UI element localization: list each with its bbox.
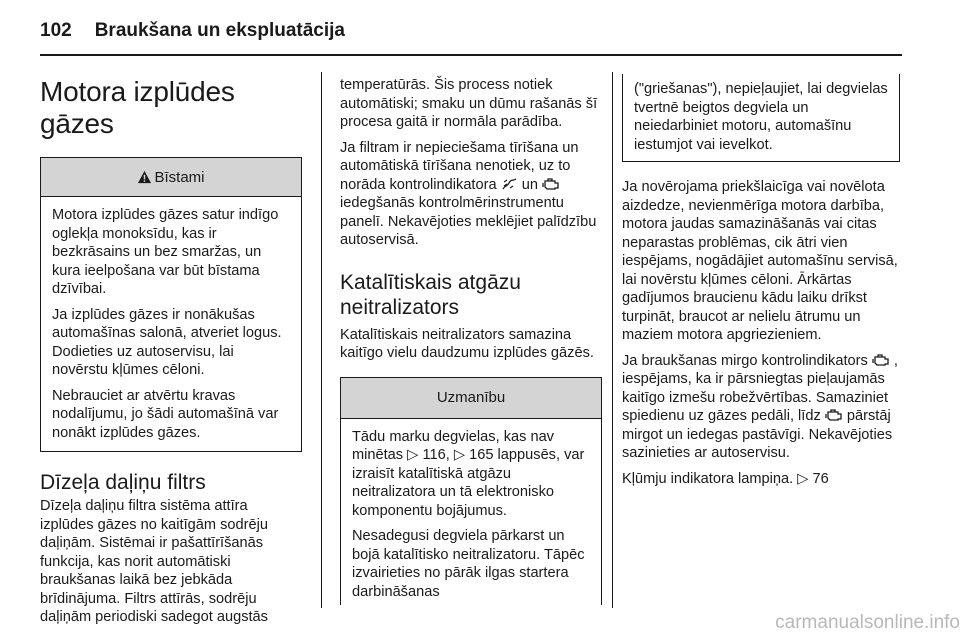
filter-indicator-text-a: Ja filtram ir nepieciešama tīrīšana un automātiskā tīrīšana nenotiek, uz to norāda kontrolindikatora [340,139,579,193]
watermark: carmanualsonline.info [775,612,960,633]
danger-text-2: Ja izplūdes gāzes ir nonākušas automašīnas salonā, atveriet logus. Dodieties uz autoservisu, lai novērstu kļūmes cēloni. [52,306,282,378]
page-ref-76[interactable]: 76 [812,470,829,487]
page-ref-116[interactable]: 116, [422,447,450,463]
page-header [40,16,900,46]
page-title: Motora izplūdes gāzes [40,76,235,139]
emission-text-c: pārstāj mirgot un iedegas pastāvīgi. Nekavējoties sazinieties ar autoservisu. [622,408,893,461]
column-divider-right [612,72,613,608]
catalytic-text: Katalītiskais neitralizators samazina kaitīgo vielu daudzumu izplūdes gāzēs. [340,326,594,361]
engine-indicator-icon [825,408,843,422]
page-ref-icon: ▷ [797,470,809,487]
dpf-text: Dīzeļa daļiņu filtra sistēma attīra izplūdes gāzes no kaitīgām sodrēju daļiņām. Sistēmai ir pašattīrīšanās funkcija, kas norit automātiski braukšanas laikā bez jebkāda brīdinājuma. Filtrs attīrās, sodrēju daļiņām periodiski sadegot augstās [40,498,268,625]
danger-text-1: Motora izplūdes gāzes satur indīgo oglekļa monoksīdu, kas ir bezkrāsains un bez smaržas, un kura ieelpošana var būt bīstama dzīvībai. [52,207,279,297]
notice-continued-text: ("griešanas"), nepieļaujiet, lai degvielas tvertnē beigtos degviela un neiedarbiniet motoru, automašīnu iestumjot vai ievelkot. [634,81,888,153]
column-1 [40,56,302,627]
danger-text-3: Nebrauciet ar atvērtu kravas nodalījumu, jo šādi automašīnā var nonākt izplūdes gāzes. [52,387,279,441]
filter-process-text: temperatūrās. Šis process notiek automātiski; smaku un dūmu rašanās šī procesa gaitā ir normāla parādība. [340,77,598,130]
notice-text-1 [352,428,590,521]
notice-box-continued-body [623,74,899,161]
page-ref-165[interactable]: 165 lappusēs, [469,447,561,463]
danger-box-label: Bīstami [154,168,205,186]
notice-text-1a: Tādu marku degvielas, kas nav minētas [352,428,554,463]
column-3 [622,74,900,488]
section-title: Braukšana un ekspluatācija [94,20,345,41]
notice-box-body [341,419,601,606]
danger-box-header [41,158,301,197]
filter-indicator-text [340,139,602,250]
emission-text-b: , iespējams, ka ir pārsniegtas pieļaujamās kaitīgo izmešu robežvērtības. Samaziniet spiedienu uz gāzes pedāli, līdz [622,352,898,424]
notice-text-2: Nesadegusi degviela pārkarst un bojā katalītisko neitralizatoru. Tāpēc izvairieties no pārāk ilgas startera darbināšanas [352,528,585,600]
page-ref-icon: ▷ [453,447,466,463]
dpf-indicator-icon [501,177,518,191]
engine-indicator-icon [542,177,560,191]
warning-triangle-icon [137,170,152,184]
danger-box [40,157,302,452]
engine-problems-text: Ja novērojama priekšlaicīga vai novēlota aizdedze, nevienmērīga motora darbība, motora jaudas samazināšanās vai citas neparastas problēmas, cik ātri vien iespējams, nogādājiet automašīnu servisā, lai novērstu kļūmes cēloni. Ārkārtas gadījumos braucienu kādu laiku drīkst turpināt, braucot ar nelielu ātrumu un maziem motora apgriezieniem. [622,179,898,343]
filter-indicator-text-b: un [521,176,538,193]
dpf-heading: Dīzeļa daļiņu filtrs [40,471,206,494]
emission-text-a: Ja braukšanas mirgo kontrolindikators [622,352,868,369]
malfunction-lamp-label: Kļūmju indikatora lampiņa. [622,470,794,487]
filter-indicator-text-c: iedegšanās kontrolmērinstrumentu panelī. Nekavējoties meklējiet palīdzību autoservisā. [340,195,597,248]
notice-box [340,377,602,606]
column-2 [340,76,602,605]
emission-indicator-text [622,352,900,463]
notice-box-header [341,378,601,419]
notice-box-label: Uzmanību [436,389,506,406]
column-divider-left [321,72,322,608]
catalytic-heading: Katalītiskais atgāzu neitralizators [340,270,521,319]
engine-indicator-icon [872,353,890,367]
danger-box-body [41,197,301,451]
page-number: 102 [40,20,72,41]
malfunction-lamp-text [622,470,900,489]
page-ref-icon: ▷ [407,447,419,463]
notice-box-continued [622,74,900,162]
notice-text-1b: var izraisīt katalītiskā atgāzu neitralizatora un tā elektronisko komponentu bojājumus. [352,447,585,519]
